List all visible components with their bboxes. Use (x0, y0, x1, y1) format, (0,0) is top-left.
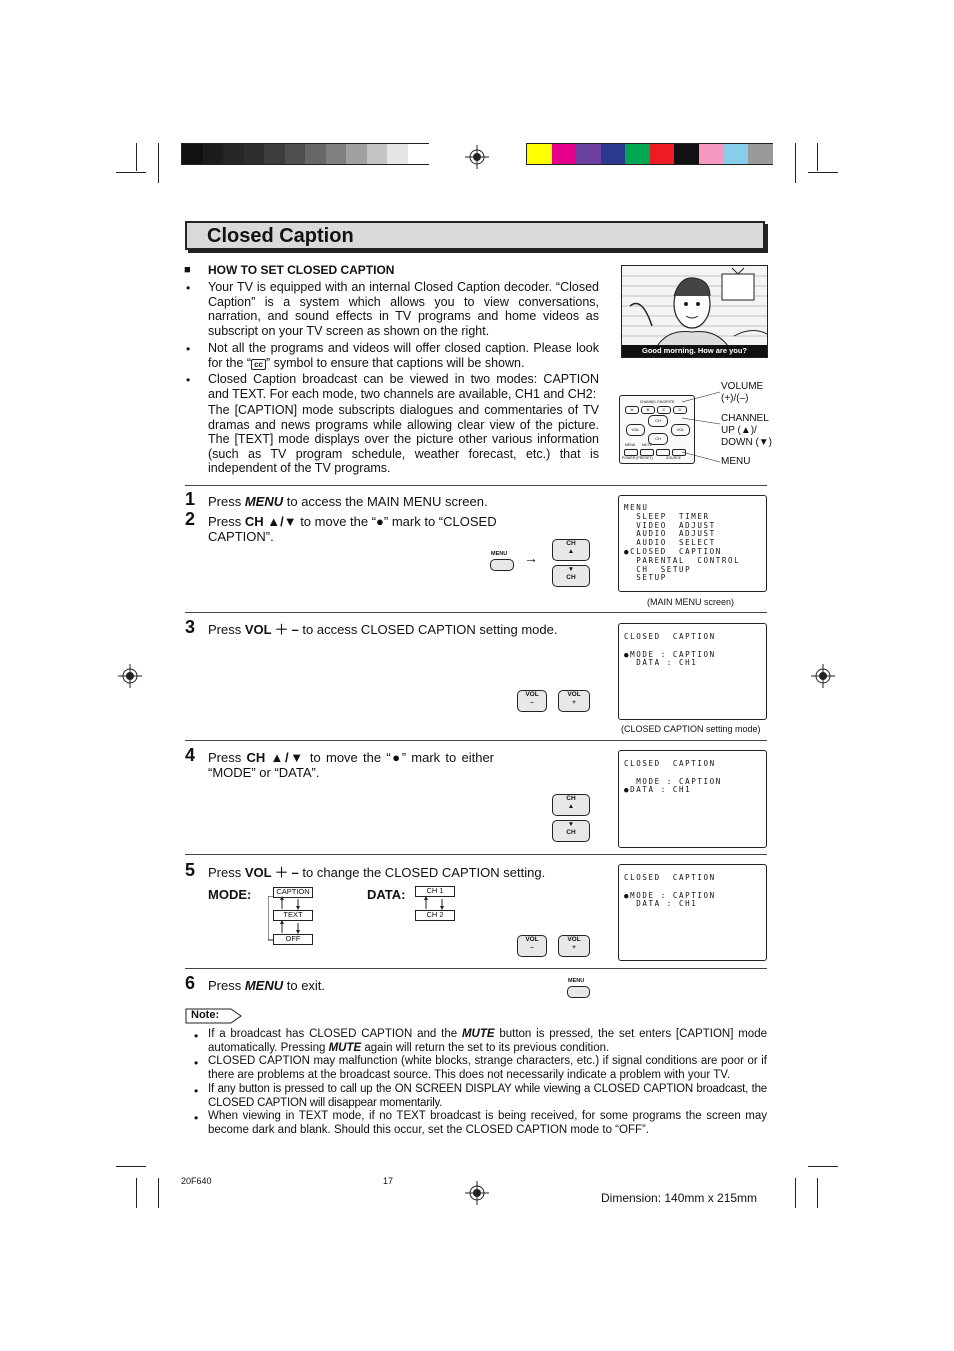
registration-mark-icon (118, 664, 142, 688)
step-1-text: Press MENU to access the MAIN MENU screen. (208, 494, 488, 509)
grayscale-bar (181, 143, 429, 165)
menu-button-label: MENU (491, 551, 508, 557)
color-swatch (601, 144, 626, 164)
crop-mark (795, 1178, 796, 1208)
remote-top-label: CHANNEL FAVORITE (639, 400, 675, 404)
ch-down-button[interactable]: ▼ CH (552, 820, 590, 842)
bullet-icon: • (194, 1111, 199, 1125)
crop-mark (795, 143, 796, 183)
footer-model: 20F640 (181, 1176, 212, 1186)
vol-plus-button[interactable]: VOL + (558, 690, 590, 712)
step-number: 1 (185, 489, 196, 509)
cc-setting-screen (618, 623, 767, 720)
color-swatch (285, 144, 306, 164)
arrow-right-icon: → (524, 550, 538, 566)
step-5-text: Press VOL ＋ – to change the CLOSED CAPTION setting. (208, 865, 546, 880)
color-swatch (244, 144, 265, 164)
remote-vol-plus: VOL (671, 424, 690, 436)
screen-caption: (CLOSED CAPTION setting mode) (621, 724, 761, 734)
note-item: CLOSED CAPTION may malfunction (white blocks, strange characters, etc.) if signal conditions are poor or if there are problems at the broadcast source. This does not necessarily indicate a problem with your TV. (208, 1055, 767, 1081)
intro-paragraph: The [CAPTION] mode subscripts dialogues and commentaries of TV dramas and news programs while allowing clear view of the picture. The [TEXT] mode displays over the picture other various information (such as TV program schedule, weather forecast, etc.) that is independent of the TV programs. (208, 403, 599, 475)
bullet-icon: • (186, 281, 191, 295)
intro-paragraph: Your TV is equipped with an internal Closed Caption decoder. “Closed Caption” is a system which allows you to view conversations, narration, and sound effects in TV programs and home videos as subscript on your TV screen as shown on the right. (208, 280, 599, 338)
color-swatch (552, 144, 577, 164)
remote-key-a: A (625, 406, 639, 414)
label-menu: MENU (721, 456, 751, 467)
bullet-icon: • (194, 1029, 199, 1043)
crop-mark (116, 172, 146, 173)
remote-key (656, 449, 670, 456)
step-number: 3 (185, 617, 196, 637)
cc-mode-screen (618, 864, 767, 961)
divider (185, 485, 767, 486)
color-swatch (748, 144, 773, 164)
title-box (185, 221, 765, 250)
mode-label: MODE: (208, 887, 252, 902)
vol-plus-button[interactable]: VOL + (558, 935, 590, 957)
data-option: CH 2 (415, 910, 455, 921)
intro-paragraph: Not all the programs and videos will offer closed caption. Please look for the “ cc ” symbol to ensure that captions will be shown. (208, 341, 599, 370)
color-swatch (699, 144, 724, 164)
step-4-text: Press CH ▲/▼ to move the “●” mark to either “MODE” or “DATA”. (208, 750, 495, 780)
divider (185, 740, 767, 741)
color-swatch (305, 144, 326, 164)
footer-dimension: Dimension: 140mm x 215mm (601, 1191, 758, 1205)
color-swatch (203, 144, 224, 164)
registration-mark-icon (465, 1181, 489, 1205)
color-swatch (723, 144, 748, 164)
crop-mark (158, 1178, 159, 1208)
menu-button-label: MENU (568, 978, 585, 984)
color-swatch (223, 144, 244, 164)
menu-button[interactable] (567, 986, 590, 998)
intro-paragraph: Closed Caption broadcast can be viewed in two modes: CAPTION and TEXT. For each mode, two channels are available, CH1 and CH2: (208, 372, 599, 401)
remote-key-c: C (657, 406, 671, 414)
data-cycle-arrows (415, 896, 455, 910)
color-swatch (527, 144, 552, 164)
tv-illustration (621, 265, 768, 358)
bullet-icon: • (186, 373, 191, 387)
step-2-text: Press CH ▲/▼ to move the “●” mark to “CLOSED CAPTION”. (208, 514, 497, 544)
divider (185, 612, 767, 613)
remote-mute-key (640, 449, 654, 456)
screen-text: CLOSED CAPTION ●MODE : CAPTION DATA : CH1 (624, 632, 716, 668)
ch-down-button[interactable]: ▼ CH (552, 565, 590, 587)
crop-mark (808, 172, 838, 173)
color-swatch (387, 144, 408, 164)
section-heading: HOW TO SET CLOSED CAPTION (208, 263, 395, 277)
crop-mark (808, 1166, 838, 1167)
menu-button[interactable] (490, 559, 514, 571)
step-3-text: Press VOL ＋ – to access CLOSED CAPTION setting mode. (208, 622, 558, 637)
label-up: UP (▲)/ (721, 425, 757, 436)
remote-bottom-label: POWER (PRESET) (622, 456, 653, 460)
color-swatch (576, 144, 601, 164)
footer-page: 17 (383, 1176, 394, 1186)
color-swatch (326, 144, 347, 164)
screen-caption: (MAIN MENU screen) (647, 597, 735, 607)
color-swatch (367, 144, 388, 164)
data-label: DATA: (367, 887, 406, 902)
screen-text: CLOSED CAPTION ●MODE : CAPTION DATA : CH1 (624, 873, 716, 909)
remote-key-d: D (673, 406, 687, 414)
remote-vol-minus: VOL (626, 424, 645, 436)
remote-menu-key (624, 449, 638, 456)
crop-mark (136, 1178, 137, 1208)
cc-icon: cc (251, 359, 266, 370)
cc-data-screen (618, 750, 767, 848)
color-swatch (625, 144, 650, 164)
step-6-text: Press MENU to exit. (208, 978, 326, 993)
color-swatch (408, 144, 429, 164)
screen-text: MENU SLEEP TIMER VIDEO ADJUST AUDIO ADJUST AUDIO SELECT ●CLOSED CAPTION PARENTAL CONTROL CH SETUP SETUP (624, 503, 741, 583)
note-item: If any button is pressed to call up the ON SCREEN DISPLAY while viewing a CLOSED CAPTION broadcast, the CLOSED CAPTION will disappear momentarily. (208, 1083, 767, 1109)
ch-up-button[interactable]: CH ▲ (552, 794, 590, 816)
callout-lines (680, 388, 722, 468)
mode-option: TEXT (273, 910, 313, 921)
crop-mark (158, 143, 159, 183)
vol-minus-button[interactable]: VOL – (517, 935, 547, 957)
divider (185, 968, 767, 969)
bullet-icon: • (194, 1084, 199, 1098)
note-item: If a broadcast has CLOSED CAPTION and the MUTE button is pressed, the set enters [CAPTION] mode automatically. Pressing MUTE again will return the set to its previous condition. (208, 1028, 767, 1054)
bullet-icon: • (194, 1056, 199, 1070)
step-number: 6 (185, 973, 196, 993)
vol-minus-button[interactable]: VOL – (517, 690, 547, 712)
mode-option: OFF (273, 934, 313, 945)
mode-option: CAPTION (273, 887, 313, 898)
ch-up-button[interactable]: CH ▲ (552, 539, 590, 561)
data-option: CH 1 (415, 886, 455, 897)
mode-cycle-arrows (268, 896, 316, 942)
square-bullet-icon: ■ (184, 264, 191, 276)
registration-mark-icon (811, 664, 835, 688)
note-tag (185, 1008, 241, 1022)
remote-menu-label: MENU (625, 443, 636, 447)
crop-mark (817, 143, 818, 171)
caption-subtitle: Good morning. How are you? (622, 345, 767, 357)
bullet-icon: • (186, 342, 191, 356)
divider (185, 854, 767, 855)
label-volume: VOLUME (721, 381, 764, 392)
step-number: 4 (185, 745, 196, 765)
remote-key-b: B (641, 406, 655, 414)
color-swatch (674, 144, 699, 164)
color-swatch (264, 144, 285, 164)
step-number: 5 (185, 860, 196, 880)
registration-mark-icon (465, 145, 489, 169)
main-menu-screen (618, 495, 767, 592)
page-title: Closed Caption (207, 225, 354, 247)
crop-mark (817, 1178, 818, 1208)
label-volume-sign: (+)/(–) (721, 393, 749, 404)
label-channel: CHANNEL (721, 413, 769, 424)
note-label: Note: (191, 1009, 220, 1021)
person-illustration-icon (622, 266, 767, 357)
color-swatch (182, 144, 203, 164)
remote-mute-label: MUTE (642, 443, 652, 447)
color-swatch (650, 144, 675, 164)
remote-bottom-label: SOURCE (666, 456, 681, 460)
note-item: When viewing in TEXT mode, if no TEXT broadcast is being received, for some programs the screen may become dark and blank. Should this occur, set the CLOSED CAPTION mode to “OFF”. (208, 1110, 767, 1136)
step-number: 2 (185, 509, 196, 529)
screen-text: CLOSED CAPTION MODE : CAPTION ●DATA : CH1 (624, 759, 722, 795)
color-swatch (346, 144, 367, 164)
color-bar (526, 143, 773, 165)
remote-ch-down: CH (648, 433, 668, 445)
label-down: DOWN (▼) (721, 437, 772, 448)
remote-ch-up: CH (648, 415, 668, 427)
crop-mark (116, 1166, 146, 1167)
crop-mark (136, 143, 137, 171)
